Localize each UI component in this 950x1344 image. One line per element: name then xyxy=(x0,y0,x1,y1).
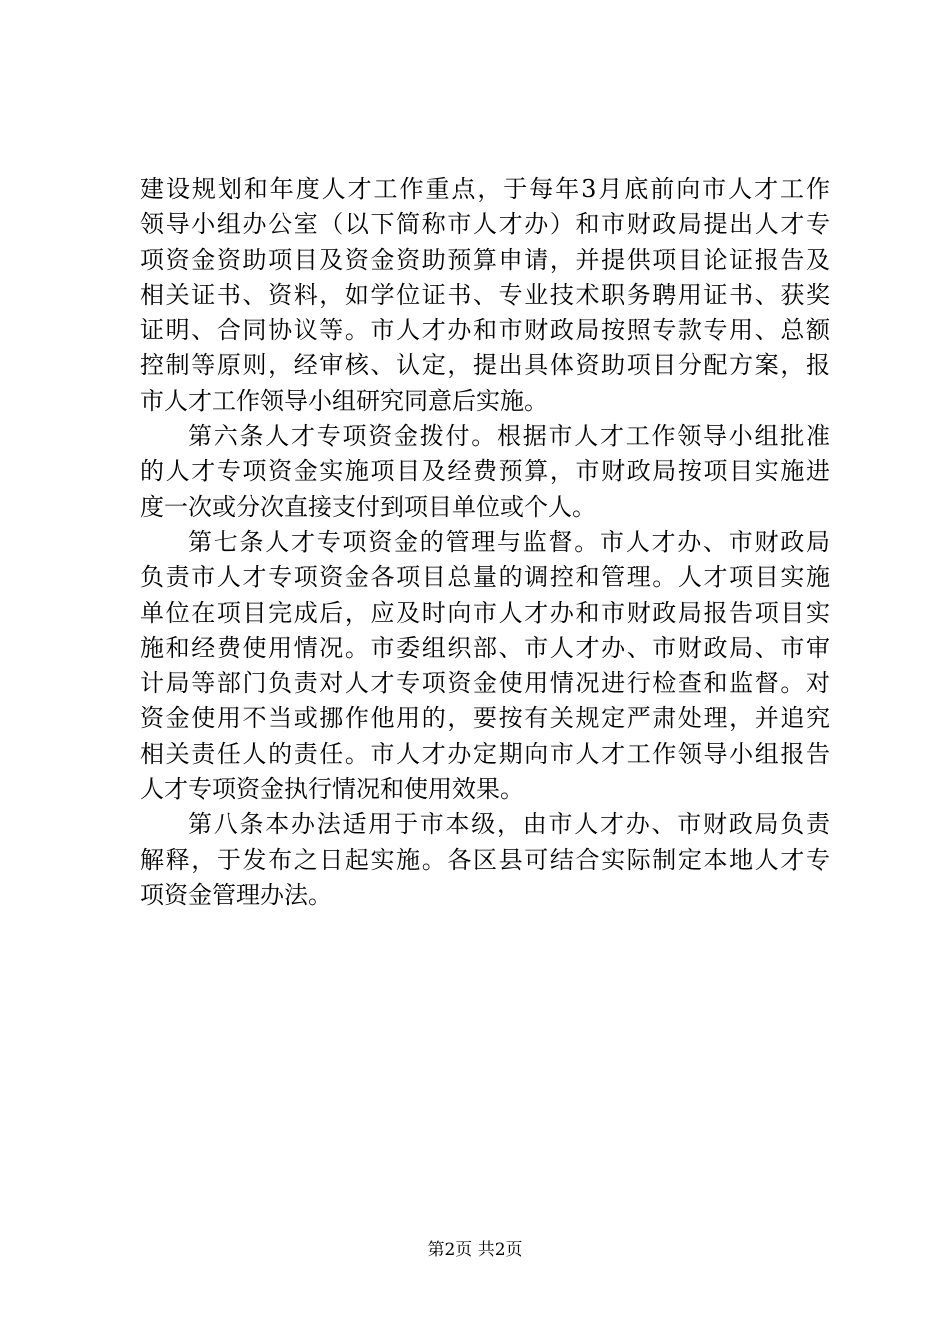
text-line: 单位在项目完成后，应及时向市人才办和市财政局报告项目实 xyxy=(140,598,830,627)
text-line: 第八条本办法适用于市本级，由市人才办、市财政局负责 xyxy=(188,810,830,839)
text-line: 控制等原则，经审核、认定，提出具体资助项目分配方案，报 xyxy=(140,351,830,380)
text-line: 第六条人才专项资金拨付。根据市人才工作领导小组批准 xyxy=(188,422,830,451)
text-line: 项资金管理办法。 xyxy=(140,880,332,909)
text-line: 相关责任人的责任。市人才办定期向市人才工作领导小组报告 xyxy=(140,739,830,768)
text-line: 的人才专项资金实施项目及经费预算，市财政局按项目实施进 xyxy=(140,457,830,486)
text-line: 资金使用不当或挪作他用的，要按有关规定严肃处理，并追究 xyxy=(140,704,830,733)
text-line: 建设规划和年度人才工作重点，于每年3月底前向市人才工作 xyxy=(140,175,830,203)
text-line: 计局等部门负责对人才专项资金使用情况进行检查和监督。对 xyxy=(140,669,830,698)
text-line: 施和经费使用情况。市委组织部、市人才办、市财政局、市审 xyxy=(140,633,830,662)
page-footer: 第2页 共2页 xyxy=(427,1240,523,1260)
text-line: 人才专项资金执行情况和使用效果。 xyxy=(140,775,524,804)
text-line: 市人才工作领导小组研究同意后实施。 xyxy=(140,386,548,415)
document-body xyxy=(140,172,830,913)
text-line: 解释，于发布之日起实施。各区县可结合实际制定本地人才专 xyxy=(140,845,830,874)
text-line: 负责市人才专项资金各项目总量的调控和管理。人才项目实施 xyxy=(140,563,830,592)
text-line: 相关证书、资料，如学位证书、专业技术职务聘用证书、获奖 xyxy=(140,280,830,309)
text-line: 项资金资助项目及资金资助预算申请，并提供项目论证报告及 xyxy=(140,245,830,274)
text-line: 领导小组办公室（以下简称市人才办）和市财政局提出人才专 xyxy=(140,210,830,239)
text-line: 第七条人才专项资金的管理与监督。市人才办、市财政局 xyxy=(188,527,830,556)
text-line: 证明、合同协议等。市人才办和市财政局按照专款专用、总额 xyxy=(140,316,830,345)
text-line: 度一次或分次直接支付到项目单位或个人。 xyxy=(140,492,596,521)
